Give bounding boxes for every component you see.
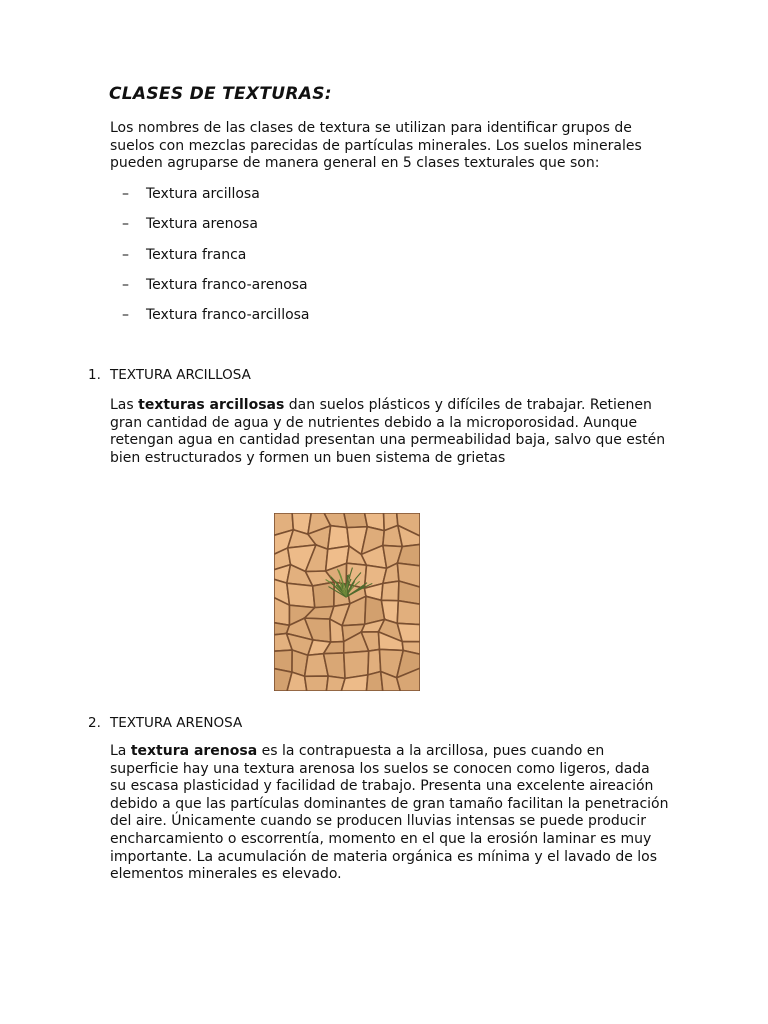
soil-plate [313, 582, 335, 608]
bold-term: textura arenosa [130, 743, 258, 759]
soil-plate [397, 623, 420, 641]
paragraph-text: es la contrapuesta a la arcillosa, pues cuando en superficie hay una textura arenosa los suelos se conocen como ligeros, dada su escasa plasticidad y facilidad de trabajo. Presenta una excelente aireación debido a que las partículas dominantes de gran tamaño facilitan la penetración del aire. Únicamente cuando se producen lluvias intensas se puede producir encharcamiento o escorrentía, momento en el que la erosión laminar es muy importante. La acumulación de materia orgánica es mínima y el lavado de los elementos minerales es elevado. [110, 743, 669, 883]
section-heading-text: TEXTURA ARENOSA [110, 715, 243, 731]
paragraph-lead: La [110, 743, 131, 759]
soil-plate [344, 513, 367, 528]
paragraph-text: dan suelos plásticos y difíciles de trabajar. Retienen gran cantidad de agua y de nutrientes debido a la microporosidad. Aunque retengan agua en cantidad presentan una permeabilidad baja, salvo que estén bien estructurados y formen un buen sistema de grietas [110, 397, 666, 466]
list-item-text: Textura franco-arcillosa [146, 307, 310, 324]
paragraph-lead: Las [110, 397, 139, 413]
soil-plate [287, 583, 315, 607]
dash-bullet: – [122, 276, 129, 293]
section-heading-arcillosa [88, 367, 251, 383]
bold-term: texturas arcillosas [138, 397, 285, 413]
cracked-soil-illustration [274, 513, 420, 691]
texture-list [122, 185, 310, 336]
list-item [122, 306, 310, 336]
soil-plate [344, 651, 369, 678]
arcillosa-paragraph [110, 397, 670, 467]
arenosa-paragraph [110, 743, 670, 884]
section-number: 1. [88, 367, 101, 383]
soil-plate [381, 581, 399, 601]
page-title: CLASES DE TEXTURAS: [109, 84, 332, 104]
list-item [122, 185, 310, 215]
dash-bullet: – [122, 246, 129, 263]
list-item-text: Textura arcillosa [146, 186, 260, 202]
section-heading-text: TEXTURA ARCILLOSA [110, 367, 251, 383]
list-item-text: Textura franca [146, 246, 247, 263]
soil-plate [305, 676, 329, 691]
section-number: 2. [88, 715, 101, 731]
list-item-text: Textura arenosa [146, 216, 258, 233]
list-item [122, 276, 310, 306]
dash-bullet: – [122, 307, 129, 324]
soil-plate [397, 601, 420, 625]
list-item [122, 215, 310, 245]
dash-bullet: – [122, 216, 129, 233]
intro-paragraph: Los nombres de las clases de textura se utilizan para identificar grupos de suelos con mezclas parecidas de partículas minerales. Los suelos minerales pueden agruparse de manera general en 5 clases texturales que son: [110, 120, 642, 172]
list-item-text: Textura franco-arenosa [146, 276, 308, 293]
list-item [122, 246, 310, 276]
cracked-soil-image [274, 513, 420, 691]
soil-plate [368, 649, 381, 674]
dash-bullet: – [122, 186, 129, 202]
section-heading-arenosa [88, 715, 242, 731]
